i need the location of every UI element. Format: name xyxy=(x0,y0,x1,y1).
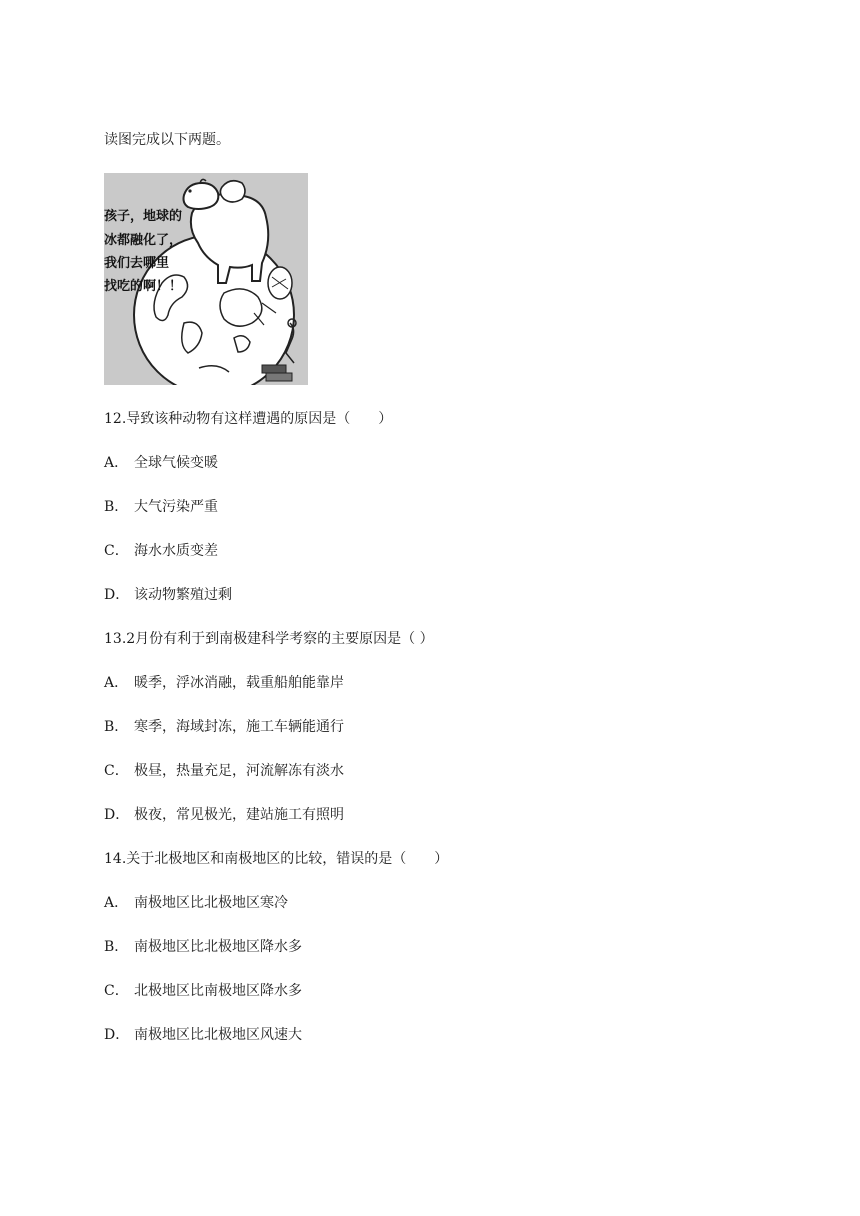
option-text: 全球气候变暖 xyxy=(134,455,218,471)
question-13-option-c xyxy=(104,762,344,780)
question-12-stem: 12.导致该种动物有这样遭遇的原因是（ ） xyxy=(104,411,393,427)
caption-line-3: 我们去哪里 xyxy=(104,256,170,271)
option-letter: D． xyxy=(104,587,130,603)
question-13-stem: 13.2月份有利于到南极建科学考察的主要原因是（ ） xyxy=(104,631,434,647)
question-14-option-a xyxy=(104,894,288,912)
option-text: 大气污染严重 xyxy=(134,499,218,515)
option-text: 南极地区比北极地区风速大 xyxy=(134,1027,302,1043)
option-letter: A． xyxy=(104,675,129,691)
option-text: 寒季，海域封冻，施工车辆能通行 xyxy=(134,719,344,735)
caption-line-1: 孩子，地球的 xyxy=(104,209,183,224)
option-text: 北极地区比南极地区降水多 xyxy=(134,983,302,999)
option-letter: C． xyxy=(104,543,129,559)
option-letter: A． xyxy=(104,895,129,911)
option-letter: A． xyxy=(104,455,129,471)
question-12-option-b xyxy=(104,498,218,516)
option-text: 极昼，热量充足，河流解冻有淡水 xyxy=(134,763,344,779)
option-letter: C． xyxy=(104,983,129,999)
caption-line-2: 冰都融化了， xyxy=(104,233,183,248)
question-14-stem: 14.关于北极地区和南极地区的比较，错误的是（ ） xyxy=(104,851,449,867)
option-text: 海水水质变差 xyxy=(134,543,218,559)
polar-bear-cartoon xyxy=(104,173,308,385)
option-letter: B． xyxy=(104,499,129,515)
question-12-option-c xyxy=(104,542,218,560)
question-13-option-b xyxy=(104,718,344,736)
option-text: 该动物繁殖过剩 xyxy=(134,587,232,603)
question-14-option-c xyxy=(104,982,302,1000)
question-12-option-a xyxy=(104,454,218,472)
option-text: 南极地区比北极地区降水多 xyxy=(134,939,302,955)
caption-line-4: 找吃的啊！！ xyxy=(104,279,183,294)
question-14-option-b xyxy=(104,938,302,956)
intro-text: 读图完成以下两题。 xyxy=(104,132,230,148)
option-letter: D． xyxy=(104,1027,130,1043)
option-letter: B． xyxy=(104,719,129,735)
option-letter: C． xyxy=(104,763,129,779)
question-13-option-d xyxy=(104,806,344,824)
option-text: 极夜，常见极光，建站施工有照明 xyxy=(134,807,344,823)
question-13-option-a xyxy=(104,674,344,692)
question-14-option-d xyxy=(104,1026,302,1044)
option-letter: B． xyxy=(104,939,129,955)
option-letter: D． xyxy=(104,807,130,823)
option-text: 暖季，浮冰消融，载重船舶能靠岸 xyxy=(134,675,344,691)
option-text: 南极地区比北极地区寒冷 xyxy=(134,895,288,911)
question-12-option-d xyxy=(104,586,232,604)
